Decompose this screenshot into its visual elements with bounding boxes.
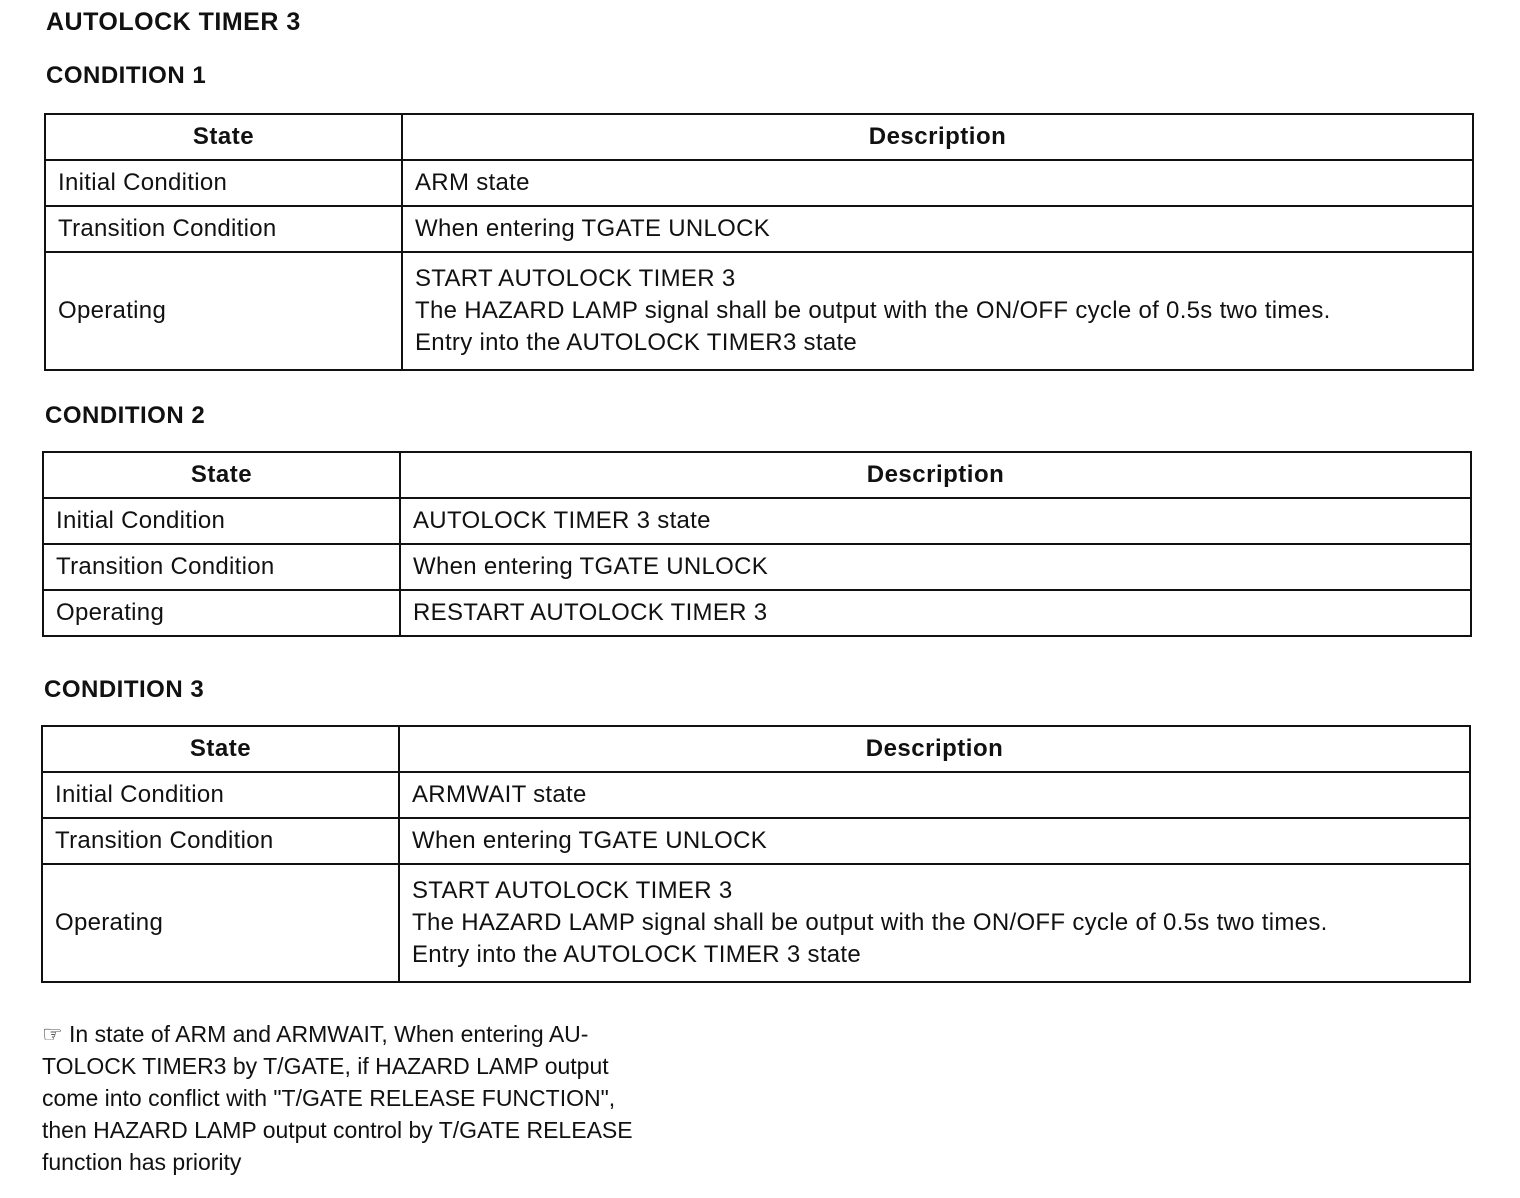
description-line: START AUTOLOCK TIMER 3: [415, 265, 736, 292]
state-cell: Operating: [43, 590, 400, 636]
description-line: When entering TGATE UNLOCK: [413, 553, 769, 580]
note-line: function has priority: [42, 1149, 242, 1175]
condition-3-heading: CONDITION 3: [44, 676, 205, 703]
table-row: [43, 544, 1471, 590]
description-cell: [399, 864, 1470, 982]
description-line: The HAZARD LAMP signal shall be output with the ON/OFF cycle of 0.5s two times.: [415, 297, 1331, 324]
description-line: ARMWAIT state: [412, 781, 587, 808]
description-cell: [400, 544, 1471, 590]
description-cell: [399, 818, 1470, 864]
condition-3-table: [41, 725, 1471, 983]
table-header-row: [45, 114, 1473, 160]
table-row: [45, 160, 1473, 206]
description-cell: [400, 498, 1471, 544]
description-line: AUTOLOCK TIMER 3 state: [413, 507, 711, 534]
description-line: When entering TGATE UNLOCK: [412, 827, 768, 854]
table-header-row: [42, 726, 1470, 772]
description-cell: [402, 252, 1473, 370]
condition-2-heading: CONDITION 2: [45, 402, 206, 429]
description-cell: [399, 772, 1470, 818]
note-line: come into conflict with "T/GATE RELEASE FUNCTION",: [42, 1085, 616, 1111]
state-cell: Initial Condition: [43, 498, 400, 544]
table-row: [45, 252, 1473, 370]
state-cell: Initial Condition: [42, 772, 399, 818]
note-line: ☞ In state of ARM and ARMWAIT, When entering AU-: [42, 1021, 589, 1047]
condition-1-table: [44, 113, 1474, 371]
description-line: The HAZARD LAMP signal shall be output with the ON/OFF cycle of 0.5s two times.: [412, 909, 1328, 936]
table-row: [43, 590, 1471, 636]
state-column-header: State: [45, 114, 402, 160]
page-title: AUTOLOCK TIMER 3: [46, 8, 301, 36]
state-column-header: State: [43, 452, 400, 498]
table-row: [42, 864, 1470, 982]
description-cell: [402, 160, 1473, 206]
state-cell: Operating: [45, 252, 402, 370]
priority-note: [42, 1018, 732, 1178]
description-line: When entering TGATE UNLOCK: [415, 215, 771, 242]
condition-2-table: [42, 451, 1472, 637]
description-column-header: Description: [402, 114, 1473, 160]
table-header-row: [43, 452, 1471, 498]
table-row: [43, 498, 1471, 544]
description-column-header: Description: [400, 452, 1471, 498]
description-line: Entry into the AUTOLOCK TIMER 3 state: [412, 941, 862, 968]
state-cell: Transition Condition: [42, 818, 399, 864]
description-line: Entry into the AUTOLOCK TIMER3 state: [415, 329, 858, 356]
state-cell: Initial Condition: [45, 160, 402, 206]
table-row: [42, 772, 1470, 818]
state-cell: Transition Condition: [43, 544, 400, 590]
condition-1-heading: CONDITION 1: [46, 62, 207, 89]
description-line: ARM state: [415, 169, 530, 196]
state-column-header: State: [42, 726, 399, 772]
description-line: START AUTOLOCK TIMER 3: [412, 877, 733, 904]
note-line: then HAZARD LAMP output control by T/GATE RELEASE: [42, 1117, 633, 1143]
table-row: [42, 818, 1470, 864]
table-row: [45, 206, 1473, 252]
note-line: TOLOCK TIMER3 by T/GATE, if HAZARD LAMP output: [42, 1053, 609, 1079]
state-cell: Transition Condition: [45, 206, 402, 252]
state-cell: Operating: [42, 864, 399, 982]
description-cell: [402, 206, 1473, 252]
description-column-header: Description: [399, 726, 1470, 772]
description-line: RESTART AUTOLOCK TIMER 3: [413, 599, 768, 626]
description-cell: [400, 590, 1471, 636]
